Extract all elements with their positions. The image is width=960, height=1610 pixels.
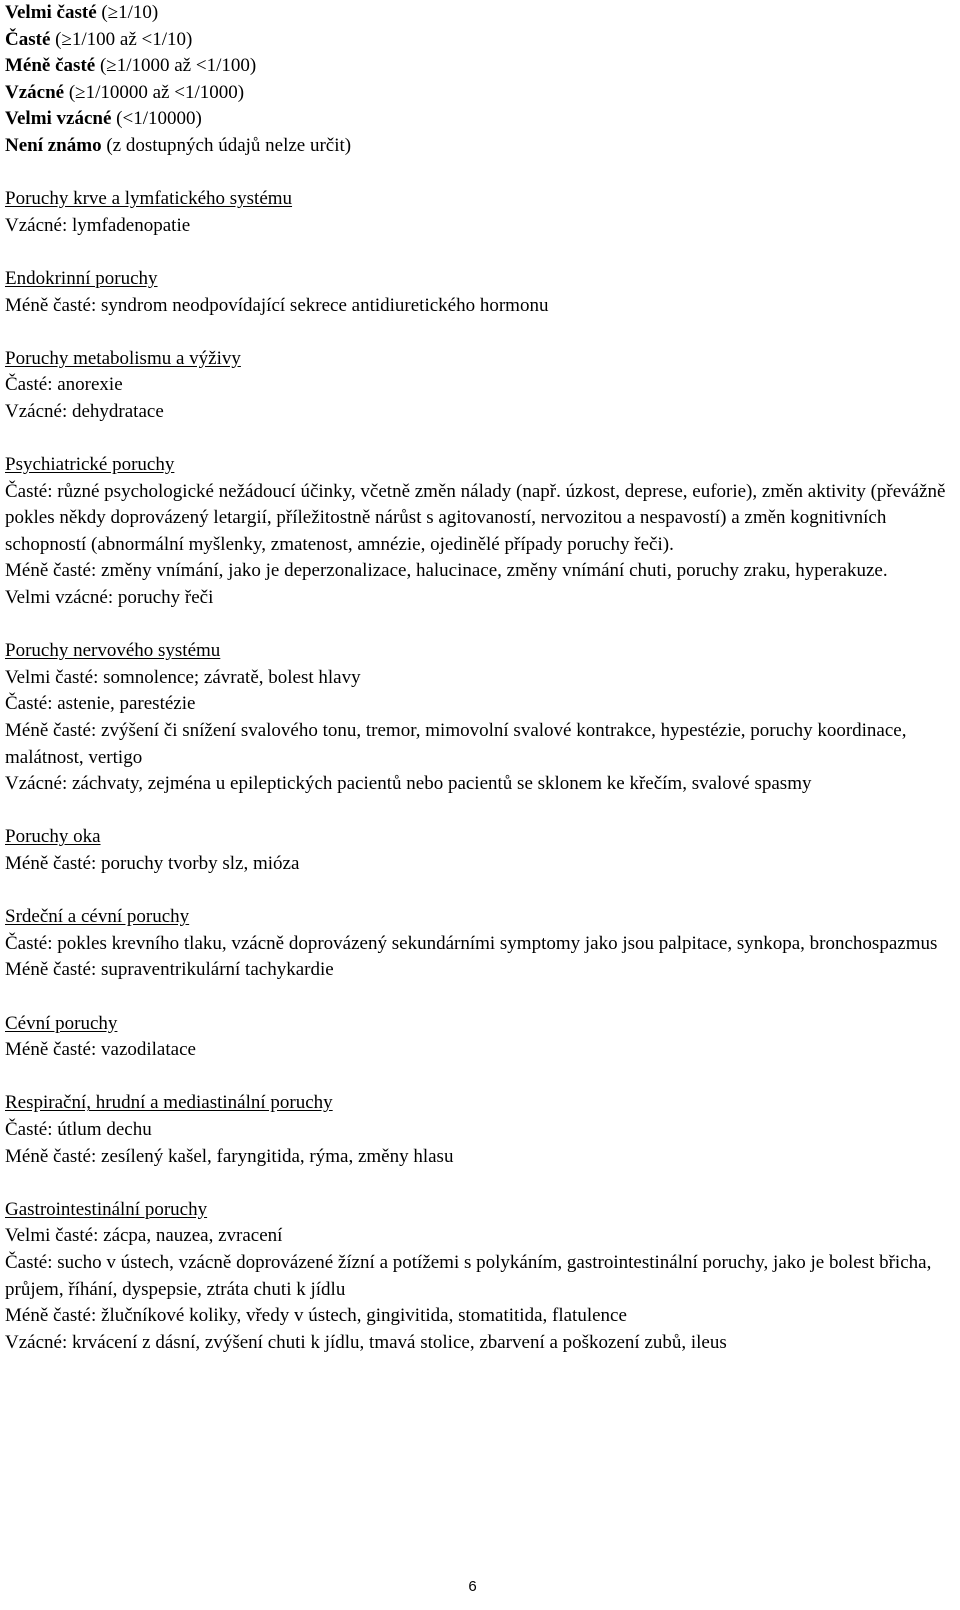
section-heading: Cévní poruchy: [5, 1012, 118, 1034]
section-heading: Poruchy metabolismu a výživy: [5, 347, 241, 369]
section-line: Méně časté: poruchy tvorby slz, mióza: [5, 853, 300, 874]
section-spacer: [5, 239, 950, 266]
section-line: Časté: pokles krevního tlaku, vzácně doprovázený sekundárními symptomy jako jsou palpitace, synkopa, bronchospazmus: [5, 932, 938, 954]
section-heading: Respirační, hrudní a mediastinální poruchy: [5, 1092, 333, 1114]
section-line: Méně časté: syndrom neodpovídající sekrece antidiuretického hormonu: [5, 294, 549, 316]
legend-item: [5, 133, 950, 160]
section-psychiatric: [5, 452, 950, 612]
section-blood: [5, 186, 950, 239]
legend-item: [5, 0, 950, 27]
section-heading: Poruchy nervového systému: [5, 640, 221, 662]
legend-definition: (<1/10000): [111, 108, 202, 130]
section-nervous: [5, 638, 950, 798]
section-line: Velmi časté: somnolence; závratě, bolest hlavy: [5, 666, 361, 688]
section-line: Časté: anorexie: [5, 374, 123, 396]
section-eye: [5, 824, 950, 877]
legend-term: Méně časté: [5, 55, 96, 77]
section-line: Vzácné: záchvaty, zejména u epileptických pacientů nebo pacientů se sklonem ke křečím, svalové spasmy: [5, 773, 812, 795]
legend-definition: (≥1/10000 až <1/1000): [64, 81, 245, 103]
legend-term: Velmi vzácné: [5, 108, 112, 130]
section-line: Méně časté: žlučníkové koliky, vředy v ústech, gingivitida, stomatitida, flatulence: [5, 1305, 627, 1327]
section-spacer: [5, 878, 950, 905]
document-page: [5, 0, 950, 1356]
frequency-legend: [5, 0, 950, 160]
section-line: Časté: různé psychologické nežádoucí účinky, včetně změn nálady (např. úzkost, deprese, euforie), změn aktivity (převážně pokles někdy doprovázený letargií, příležitostně nárůst s agitovaností, nervozitou a nespavostí) a změn kognitivních schopností (abnormální myšlenky, zmatenost, amnézie, ojedinělé případy poruchy řeči).: [5, 480, 946, 555]
section-heading: Poruchy krve a lymfatického systému: [5, 188, 293, 210]
legend-term: Není známo: [5, 134, 102, 156]
section-line: Velmi časté: zácpa, nauzea, zvracení: [5, 1225, 283, 1247]
section-heading: Srdeční a cévní poruchy: [5, 906, 190, 928]
legend-term: Velmi časté: [5, 2, 97, 23]
legend-item: [5, 53, 950, 80]
section-endocrine: [5, 266, 950, 319]
section-metabolism: [5, 346, 950, 426]
section-vascular: [5, 1011, 950, 1064]
section-line: Časté: útlum dechu: [5, 1118, 152, 1140]
section-heading: Psychiatrické poruchy: [5, 454, 175, 476]
section-spacer: [5, 319, 950, 346]
section-spacer: [5, 160, 950, 187]
section-cardiac: [5, 904, 950, 984]
section-spacer: [5, 798, 950, 825]
section-gastrointestinal: [5, 1197, 950, 1357]
section-line: Méně časté: zesílený kašel, faryngitida, rýma, změny hlasu: [5, 1145, 454, 1167]
section-heading: Endokrinní poruchy: [5, 267, 158, 289]
section-spacer: [5, 1064, 950, 1091]
legend-item: [5, 106, 950, 133]
page-number: 6: [468, 1578, 477, 1595]
legend-definition: (≥1/10): [96, 2, 159, 23]
section-spacer: [5, 1170, 950, 1197]
legend-item: [5, 80, 950, 107]
section-heading: Poruchy oka: [5, 826, 101, 848]
section-line: Méně časté: supraventrikulární tachykardie: [5, 959, 334, 981]
legend-term: Vzácné: [5, 81, 65, 103]
section-line: Vzácné: lymfadenopatie: [5, 214, 191, 236]
section-line: Časté: sucho v ústech, vzácně doprovázené žízní a potížemi s polykáním, gastrointestinální poruchy, jako je bolest břicha, průjem, říhání, dyspepsie, ztráta chuti k jídlu: [5, 1251, 932, 1300]
section-line: Velmi vzácné: poruchy řeči: [5, 587, 214, 609]
section-line: Vzácné: krvácení z dásní, zvýšení chuti k jídlu, tmavá stolice, zbarvení a poškození zubů, ileus: [5, 1331, 727, 1353]
legend-item: [5, 27, 950, 54]
section-spacer: [5, 984, 950, 1011]
section-respiratory: [5, 1090, 950, 1170]
section-spacer: [5, 426, 950, 453]
section-line: Vzácné: dehydratace: [5, 400, 164, 422]
section-spacer: [5, 612, 950, 639]
section-line: Méně časté: vazodilatace: [5, 1039, 196, 1061]
legend-definition: (z dostupných údajů nelze určit): [101, 134, 352, 156]
legend-definition: (≥1/100 až <1/10): [50, 28, 193, 50]
legend-definition: (≥1/1000 až <1/100): [95, 55, 257, 77]
legend-term: Časté: [5, 28, 51, 50]
section-line: Méně časté: změny vnímání, jako je deperzonalizace, halucinace, změny vnímání chuti, poruchy zraku, hyperakuze.: [5, 560, 888, 582]
section-line: Časté: astenie, parestézie: [5, 693, 196, 715]
section-heading: Gastrointestinální poruchy: [5, 1198, 208, 1220]
section-line: Méně časté: zvýšení či snížení svalového tonu, tremor, mimovolní svalové kontrakce, hypestézie, poruchy koordinace, malátnost, vertigo: [5, 720, 907, 768]
